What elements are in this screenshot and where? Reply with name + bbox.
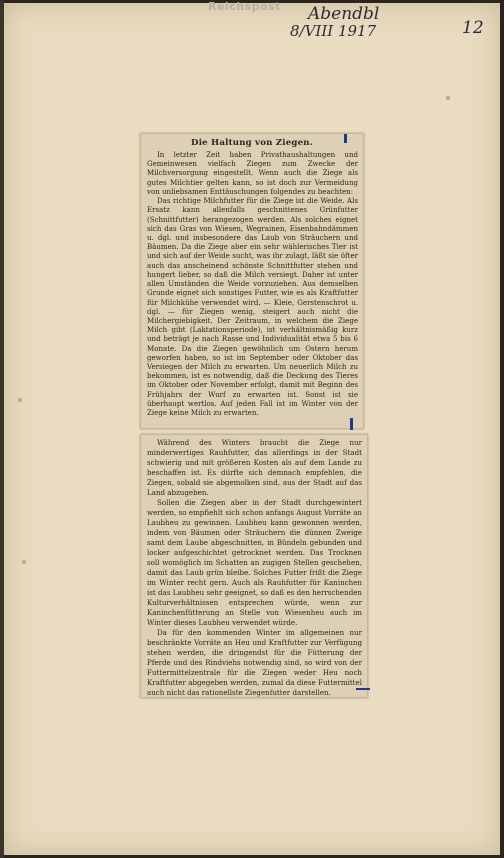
blue-pencil-mark <box>350 418 353 430</box>
paragraph: Sollen die Ziegen aber in der Stadt durchgewintert werden, so empfiehlt sich schon anfangs August Vorräte an Laubheu zu gewinnen. Laubheu kann gewonnen werden, indem von Bäumen oder Sträuchern die dünnen Zweige samt dem Laube abgeschnitten, in Bündeln gebunden und locker aufgeschichtet getrocknet werden. Das Trocknen soll womöglich im Schatten an zugigen Stellen geschehen, damit das Laub grün bleibe. Solches Futter frißt die Ziege im Winter recht gern. Auch als Rauhfutter für Kaninchen ist das Laubheu sehr geeignet, so daß es den herrschenden Kulturverhältnissen entsprechen würde, wenn zur Kaninchenfütterung an Stelle von Wiesenheu auch im Winter dieses Laubheu verwendet würde. <box>147 498 362 627</box>
punch-hole <box>18 398 22 402</box>
archive-sheet <box>4 3 500 855</box>
handwritten-page-number: 12 <box>462 18 484 38</box>
newspaper-stamp: Reichspost <box>208 0 281 13</box>
paragraph: Da für den kommenden Winter im allgemeinen nur beschränkte Vorräte an Heu und Kraftfutter zur Verfügung stehen werden, die dringendst für die Fütterung der Pferde und des Rindviehs notwendig sind, so wird von der Futtermittelzentrale für die Ziegen weder Heu noch Kraftfutter abgegeben werden, zumal da diese Futtermittel auch nicht das rationellste Ziegenfutter darstellen. <box>147 628 362 697</box>
clipping-part-2 <box>140 434 368 698</box>
paragraph: Das richtige Milchfutter für die Ziege ist die Weide. Als Ersatz kann allenfalls geschnittenes Grünfutter (Schnittfutter) herangezogen werden. Als solches eignet sich das Gras von Wiesen, Wegrainen, Eisenbahndämmen u. dgl. und insbesondere das Laub von Sträuchern und Bäumen. Da die Ziege aber ein sehr wählerisches Tier ist und sich auf der Weide sucht, was ihr zulagt, läßt sie öfter auch das anscheinend schönste Schnittfutter stehen und hungert lieber, so daß die Milch versiegt. Daher ist unter allen Umständen die Weide vorzuziehen. Aus demselben Grunde eignet sich sonstiges Futter, wie es als Kraftfutter für Milchkühe verwendet wird, — Kleie, Gerstenschrot u. dgl. — für Ziegen wenig, steigert auch nicht die Milchergiebigkeit. Der Zeitraum, in welchem die Ziege Milch gibt (Laktationsperiode), ist verhältnismäßig kurz und beträgt je nach Rasse und Individualität etwa 5 bis 6 Monate. Da die Ziegen gewöhnlich um Ostern herum geworfen haben, so ist im September oder Oktober das Versiegen der Milch zu erwarten. Um neuerlich Milch zu bekommen, ist es notwendig, daß die Deckung des Tieres im Oktober oder November erfolgt, damit mit Beginn des Frühjahrs der Wurf zu erwarten ist. Sonst ist sie überhaupt wertlos. Auf jeden Fall ist im Winter von der Ziege keine Milch zu erwarten. <box>147 196 358 418</box>
paragraph: Während des Winters braucht die Ziege nur minderwertiges Rauhfutter, das allerdings in der Stadt schwierig und mit größeren Kosten als auf dem Lande zu beschaffen ist. Es dürfte sich demnach empfehlen, die Ziegen, sobald sie abgemolken sind, aus der Stadt auf das Land abzugeben. <box>147 438 362 497</box>
clipping-part-1 <box>140 133 364 429</box>
article-title: Die Haltung von Ziegen. <box>191 138 313 148</box>
handwritten-source: Abendbl <box>308 4 380 24</box>
blue-pencil-mark <box>344 134 347 143</box>
handwritten-date: 8/VIII 1917 <box>290 22 377 40</box>
blue-pencil-mark <box>356 688 370 690</box>
punch-hole <box>446 96 450 100</box>
article-body-1 <box>141 150 363 417</box>
punch-hole <box>22 560 26 564</box>
paragraph: In letzter Zeit haben Privathaushaltungen und Gemeinwesen vielfach Ziegen zum Zwecke der Milchversorgung eingestellt. Wenn auch die Ziege als gutes Milchtier gelten kann, so ist doch zur Vermeidung von unliebsamen Enttäuschungen folgendes zu beachten: <box>147 150 358 196</box>
article-body-2 <box>141 435 367 698</box>
